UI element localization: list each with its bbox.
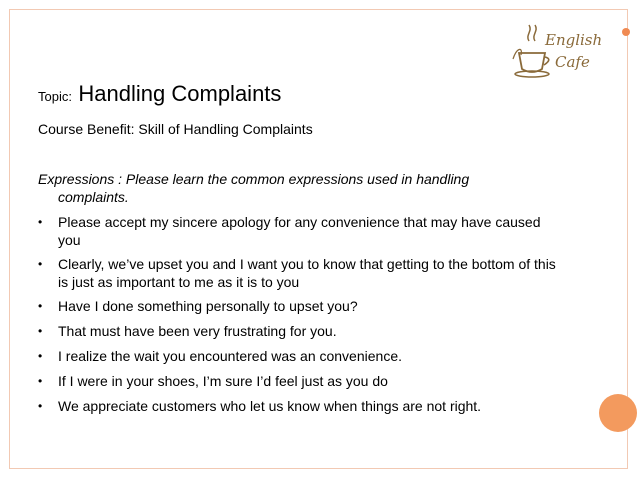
list-item-text: If I were in your shoes, I’m sure I’d feel just as you do [58,373,388,389]
bullet-icon: • [38,215,43,229]
list-item [38,347,558,365]
list-item-text: Please accept my sincere apology for any convenience that may have caused you [58,214,541,248]
bullet-icon: • [38,349,43,363]
expressions-line-2: complaints. [58,189,129,205]
list-item-text: Have I done something personally to upset you? [58,298,358,314]
decorative-dot [622,28,630,36]
list-item [38,322,558,340]
topic-title: Handling Complaints [78,81,282,106]
list-item [38,397,558,433]
bullet-icon: • [38,257,43,271]
list-item [38,297,558,315]
decorative-circle [599,394,637,432]
list-item-text: I realize the wait you encountered was an convenience. [58,348,402,364]
topic-heading [38,81,488,107]
list-item-text: Clearly, we’ve upset you and I want you to know that getting to the bottom of this is just as important to me as it is to you [58,256,556,290]
list-item [38,255,558,291]
logo-text-cafe: Cafe [555,53,590,71]
english-cafe-logo [509,19,603,85]
list-item-text: That must have been very frustrating for you. [58,323,337,339]
logo-text-english: English [545,31,603,49]
expressions-line-1: Expressions : Please learn the common expressions used in handling [38,171,470,187]
topic-label: Topic: [38,89,72,104]
bullet-icon: • [38,299,43,313]
list-item-text: We appreciate customers who let us know when things are not right. [58,398,482,414]
list-item [38,213,558,249]
bullet-icon: • [38,399,43,413]
bullet-icon: • [38,374,43,388]
expressions-intro [38,170,538,206]
coffee-cup-icon [509,19,603,85]
course-benefit: Course Benefit: Skill of Handling Complaints [38,121,313,137]
list-item [38,372,558,390]
bullet-icon: • [38,324,43,338]
expressions-list [38,213,558,433]
